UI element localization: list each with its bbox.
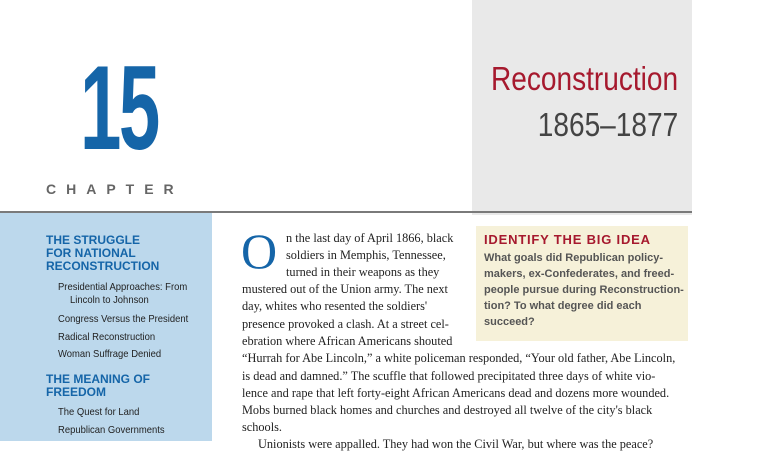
outline-heading: FREEDOM xyxy=(46,385,106,399)
paragraph-line: “Hurrah for Abe Lincoln,” a white policeman responded, “Your old father, Abe Lincoln, xyxy=(242,351,676,365)
big-idea-line: people pursue during Reconstruction- xyxy=(484,284,684,296)
outline-heading: THE STRUGGLE xyxy=(46,233,141,247)
paragraph-line: schools. xyxy=(242,420,282,434)
chapter-number: 15 xyxy=(80,41,158,175)
paragraph-line: soldiers in Memphis, Tennessee, xyxy=(286,248,446,262)
chapter-title: Reconstruction xyxy=(490,60,678,97)
outline-heading: RECONSTRUCTION xyxy=(46,259,160,273)
paragraph-line: ebration where African Americans shouted xyxy=(242,334,453,348)
paragraph-line: is dead and damned.” The scuffle that followed precipitated three days of white vio- xyxy=(242,369,656,383)
big-idea-line: What goals did Republican policy- xyxy=(484,252,664,264)
outline-item: Radical Reconstruction xyxy=(58,331,156,343)
big-idea-line: tion? To what degree did each xyxy=(484,300,642,312)
outline-item: Woman Suffrage Denied xyxy=(58,348,162,360)
outline-item: The Quest for Land xyxy=(58,406,140,418)
paragraph-line: turned in their weapons as they xyxy=(286,265,440,279)
outline-item: Republican Governments xyxy=(58,424,165,436)
chapter-label: CHAPTER xyxy=(46,181,184,197)
outline-heading: FOR NATIONAL xyxy=(46,246,136,260)
outline-item: Congress Versus the President xyxy=(58,313,189,325)
outline-item: Lincoln to Johnson xyxy=(70,294,149,306)
outline-heading: THE MEANING OF xyxy=(46,372,150,386)
big-idea-line: succeed? xyxy=(484,316,535,328)
chapter-dates: 1865–1877 xyxy=(537,106,678,143)
paragraph-line: Mobs burned black homes and churches and destroyed all twelve of the city's black xyxy=(242,403,653,417)
big-idea-line: makers, ex-Confederates, and freed- xyxy=(484,268,675,280)
outline-item: Presidential Approaches: From xyxy=(58,281,188,293)
paragraph-line: mustered out of the Union army. The next xyxy=(242,282,448,296)
paragraph-line: presence provoked a clash. At a street cel- xyxy=(242,317,449,331)
paragraph-line: n the last day of April 1866, black xyxy=(286,231,454,245)
paragraph-line: Unionists were appalled. They had won the Civil War, but where was the peace? xyxy=(258,437,654,451)
big-idea-heading: IDENTIFY THE BIG IDEA xyxy=(484,232,651,247)
paragraph-line: day, whites who resented the soldiers' xyxy=(242,299,428,313)
drop-cap: O xyxy=(241,223,278,279)
paragraph-line: lence and rape that left forty-eight African Americans dead and dozens more wounded. xyxy=(242,386,670,400)
